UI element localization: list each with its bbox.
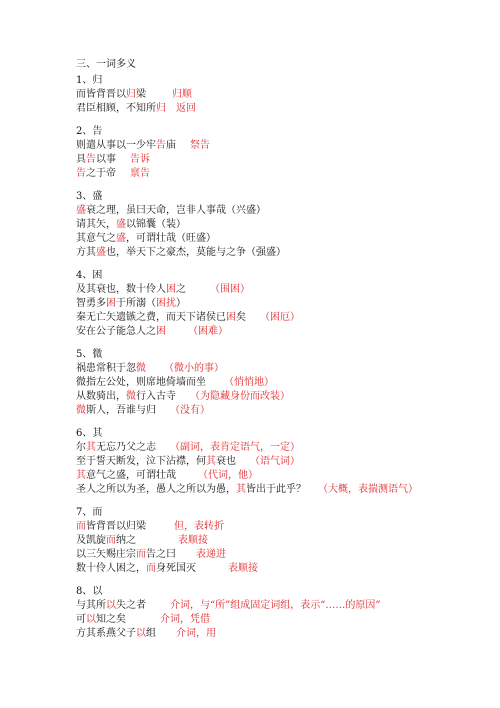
highlighted-text: 其 [86, 442, 96, 453]
section-spacer [76, 576, 486, 585]
example-text: 请其矢， [76, 219, 116, 230]
entry-title: 7、而 [76, 507, 103, 518]
highlighted-text: 表递进 [196, 549, 226, 560]
example-line [76, 404, 486, 418]
highlighted-text: （微小的事） [164, 363, 224, 374]
section-spacer [76, 260, 486, 269]
example-text: 身死国灭 [156, 563, 196, 574]
highlighted-text: 盛 [116, 219, 126, 230]
example-line [76, 283, 486, 297]
highlighted-text: 困 [106, 298, 116, 309]
example-text: 而皆背晋以 [76, 89, 126, 100]
example-text: 祸患常积于忽 [76, 363, 136, 374]
example-text: 梁 [136, 89, 146, 100]
highlighted-text: 表顺接 [178, 535, 208, 546]
highlighted-text: 而 [106, 535, 116, 546]
example-text: 方其 [76, 247, 96, 258]
highlighted-text: （大概，表揣测语气） [318, 484, 418, 495]
example-line [76, 469, 486, 483]
section-spacer [76, 181, 486, 190]
example-text: 其意气之 [76, 233, 116, 244]
example-text: 斯人，吾谁与归 [86, 405, 156, 416]
example-line [76, 613, 486, 627]
example-text: 及其衰也，数十伶人 [76, 284, 166, 295]
example-text: ，可谓壮哉（旺盛） [126, 233, 216, 244]
example-text: 于所溺（ [116, 298, 156, 309]
highlighted-text: 盛 [76, 205, 86, 216]
example-line [76, 297, 486, 311]
example-line [76, 376, 486, 390]
highlighted-text: 以 [86, 614, 96, 625]
highlighted-text: （语气词） [250, 456, 300, 467]
example-text: 以锦囊（装） [126, 219, 186, 230]
example-text: 具 [76, 154, 86, 165]
example-text: 至于誓天断发，泣下沾襟，何 [76, 456, 206, 467]
example-line [76, 441, 486, 455]
highlighted-text: 微 [76, 405, 86, 416]
example-text: 衰也 [216, 456, 236, 467]
highlighted-text: 表顺接 [228, 563, 258, 574]
highlighted-text: 介词，凭借 [160, 614, 210, 625]
example-line [76, 562, 486, 576]
highlighted-text: 困 [166, 284, 176, 295]
highlighted-text: （代词，他） [198, 470, 258, 481]
example-line [76, 362, 486, 376]
highlighted-text: 告诉 [130, 154, 150, 165]
highlighted-text: 以 [106, 600, 116, 611]
highlighted-text: 介词，与“所”组成固定词组，表示“……的原因” [170, 600, 381, 611]
highlighted-text: 而 [136, 549, 146, 560]
highlighted-text: 归顺 [172, 89, 192, 100]
example-text: 无忘乃父之志 [96, 442, 156, 453]
highlighted-text: 归 [126, 89, 136, 100]
example-text: 数十伶人困之， [76, 563, 146, 574]
example-line [76, 548, 486, 562]
example-text: 君臣相顾，不知所 [76, 103, 156, 114]
section-spacer [76, 116, 486, 125]
example-text: 秦无亡矢遗镞之费，而天下诸侯已 [76, 312, 226, 323]
example-text: 圣人之所以为圣，愚人之所以为愚， [76, 484, 236, 495]
entry-title: 6、其 [76, 428, 103, 439]
example-text: 则遣从事以一少牢 [76, 140, 156, 151]
example-text: 皆背晋以归梁 [86, 521, 146, 532]
highlighted-text: 告 [86, 154, 96, 165]
example-line [76, 325, 486, 339]
example-text: 也，举天下之豪杰，莫能与之争（强盛） [106, 247, 286, 258]
example-line [76, 246, 486, 260]
highlighted-text: 而 [146, 563, 156, 574]
highlighted-text: 祭告 [190, 140, 210, 151]
example-text: 组 [146, 628, 156, 639]
example-text: 告之曰 [146, 549, 176, 560]
section-spacer [76, 497, 486, 506]
example-text: 衰之理，虽曰天命，岂非人事哉（兴盛） [86, 205, 266, 216]
example-text: 以事 [96, 154, 116, 165]
example-text: 庙 [166, 140, 176, 151]
highlighted-text: 归 [156, 103, 166, 114]
example-text: 从数骑出， [76, 391, 126, 402]
entry-title: 8、以 [76, 586, 103, 597]
example-line [76, 390, 486, 404]
example-text: 知之矣 [96, 614, 126, 625]
highlighted-text: 其 [76, 470, 86, 481]
entry-title: 4、困 [76, 270, 103, 281]
example-line [76, 167, 486, 181]
highlighted-text: 其 [236, 484, 246, 495]
example-line [76, 204, 486, 218]
document-page [76, 58, 486, 641]
example-text: 意气之盛，可谓壮哉 [86, 470, 176, 481]
example-line [76, 232, 486, 246]
highlighted-text: 盛 [116, 233, 126, 244]
example-text: 之于帝 [86, 168, 116, 179]
example-line [76, 311, 486, 325]
example-text: 方其系燕父子 [76, 628, 136, 639]
highlighted-text: 禀告 [130, 168, 150, 179]
example-text: 行入古寺 [136, 391, 176, 402]
example-line [76, 102, 486, 116]
highlighted-text: （副词，表肯定语气，一定） [170, 442, 300, 453]
entry-title: 2、告 [76, 126, 103, 137]
highlighted-text: 困 [226, 312, 236, 323]
highlighted-text: （没有） [170, 405, 210, 416]
example-text: 微指左公处，则席地倚墙而坐 [76, 377, 206, 388]
highlighted-text: 而 [76, 521, 86, 532]
highlighted-text: 告 [76, 168, 86, 179]
section-heading: 三、一词多义 [76, 59, 136, 70]
example-line [76, 534, 486, 548]
highlighted-text: 困 [156, 326, 166, 337]
section-spacer [76, 418, 486, 427]
highlighted-text: 微 [136, 363, 146, 374]
highlighted-text: 其 [206, 456, 216, 467]
example-line [76, 483, 486, 497]
example-text: 智勇多 [76, 298, 106, 309]
highlighted-text: （围困） [210, 284, 250, 295]
example-text: 尔 [76, 442, 86, 453]
highlighted-text: 但，表转折 [174, 521, 224, 532]
example-text: ） [176, 298, 186, 309]
example-line [76, 599, 486, 613]
highlighted-text: （困厄） [260, 312, 300, 323]
highlighted-text: 微 [126, 391, 136, 402]
example-line [76, 139, 486, 153]
example-text: 可 [76, 614, 86, 625]
highlighted-text: 告 [156, 140, 166, 151]
example-line [76, 218, 486, 232]
highlighted-text: 困扰 [156, 298, 176, 309]
highlighted-text: 介词，用 [176, 628, 216, 639]
example-text: 以三矢赐庄宗 [76, 549, 136, 560]
example-text: 安在公子能急人之 [76, 326, 156, 337]
entry-title: 1、归 [76, 75, 103, 86]
highlighted-text: 以 [136, 628, 146, 639]
example-line [76, 88, 486, 102]
example-line [76, 455, 486, 469]
example-text: 之 [176, 284, 186, 295]
example-text: 失之者 [116, 600, 146, 611]
entry-title: 5、微 [76, 349, 103, 360]
example-line [76, 520, 486, 534]
sections-container [76, 72, 486, 641]
entry-title: 3、盛 [76, 191, 103, 202]
example-line [76, 627, 486, 641]
highlighted-text: 盛 [96, 247, 106, 258]
example-line [76, 153, 486, 167]
example-text: 皆出于此乎？ [246, 484, 306, 495]
highlighted-text: 返回 [176, 103, 196, 114]
highlighted-text: （悄悄地） [224, 377, 274, 388]
example-text: 及凯旋 [76, 535, 106, 546]
highlighted-text: （为隐藏身份而改装） [190, 391, 290, 402]
example-text: 与其所 [76, 600, 106, 611]
highlighted-text: （困难） [188, 326, 228, 337]
example-text: 矣 [236, 312, 246, 323]
example-text: 纳之 [116, 535, 136, 546]
section-spacer [76, 339, 486, 348]
